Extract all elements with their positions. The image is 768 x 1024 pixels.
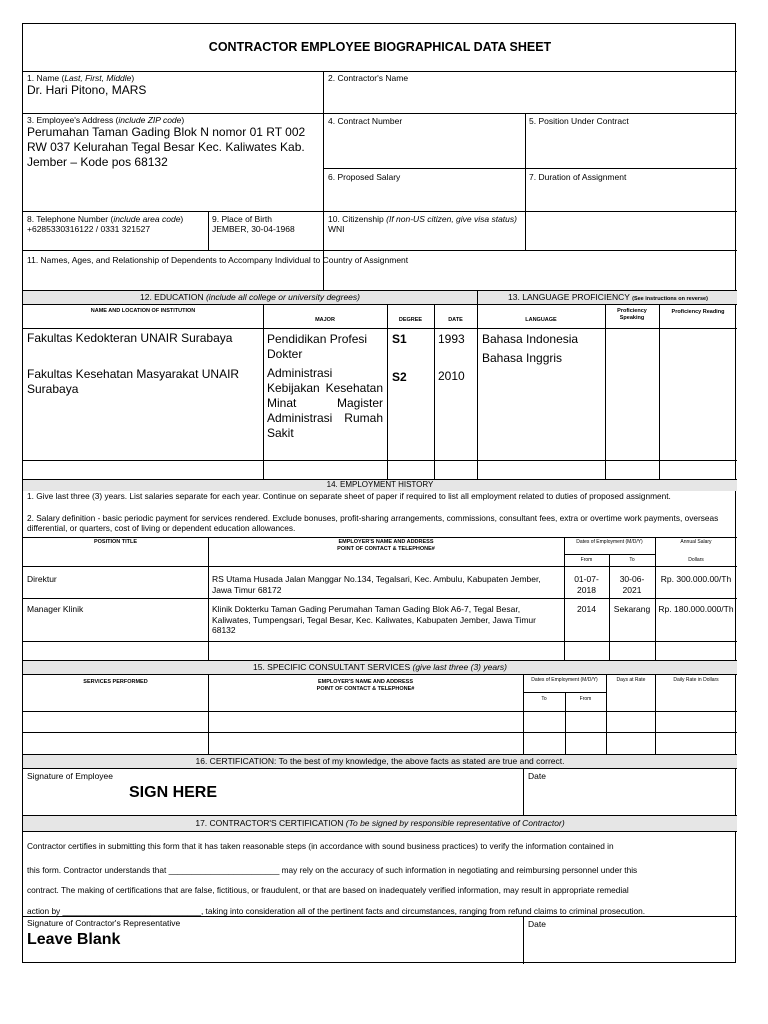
language-row-2: Bahasa Inggris xyxy=(482,351,563,365)
employment-title: 14. EMPLOYMENT HISTORY xyxy=(326,480,434,489)
contract-number-label: 4. Contract Number xyxy=(328,116,403,126)
services-col-from: From xyxy=(579,696,592,702)
language-title: 13. LANGUAGE PROFICIENCY (See instructions on reverse) xyxy=(508,292,708,302)
biographical-data-form xyxy=(22,23,736,963)
education-col-major: MAJOR xyxy=(315,317,335,323)
employee-date-label: Date xyxy=(528,771,546,781)
language-col-reading: Proficiency Reading xyxy=(671,309,725,315)
contractor-cert-line-3: contract. The making of certifications that are false, fictitious, or fraudulent, or that are based on inadequately verified information, may result in appropriate remedial xyxy=(27,885,629,895)
phone-value[interactable]: +6285330316122 / 0331 321527 xyxy=(27,224,151,234)
employment-col-salary: Annual Salary xyxy=(680,539,712,545)
employment-col-dates: Dates of Employment (M/D/Y) xyxy=(576,539,643,545)
dependents-label: 11. Names, Ages, and Relationship of Dependents to Accompany Individual to Country of Assignment xyxy=(27,255,409,265)
contractor-name-label: 2. Contractor's Name xyxy=(328,73,409,83)
language-col-speaking: Proficiency Speaking xyxy=(617,308,647,321)
employment-row-2-to: Sekarang xyxy=(613,604,651,614)
address-value[interactable]: Perumahan Taman Gading Blok N nomor 01 RT 002 RW 037 Kelurahan Tegal Besar Kec. Kaliwates Kab. Jember – Kode pos 68132 xyxy=(27,125,306,169)
education-row-1-institution: Fakultas Kedokteran UNAIR Surabaya xyxy=(27,331,233,345)
services-col-to: To xyxy=(541,696,547,702)
citizenship-value[interactable]: WNI xyxy=(328,224,345,234)
services-col-dates: Dates of Employment (M/D/Y) xyxy=(531,677,598,683)
education-col-degree: DEGREE xyxy=(398,317,423,323)
birth-value[interactable]: JEMBER, 30-04-1968 xyxy=(212,224,295,234)
employee-signature-field[interactable]: SIGN HERE xyxy=(129,784,218,801)
language-row-1: Bahasa Indonesia xyxy=(482,332,579,346)
employment-col-position: POSITION TITLE xyxy=(93,539,138,545)
contractor-cert-title: 17. CONTRACTOR'S CERTIFICATION (To be signed by responsible representative of Contractor) xyxy=(195,818,565,828)
address-label: 3. Employee's Address (include ZIP code) xyxy=(27,115,185,125)
education-row-1-major: Pendidikan Profesi Dokter xyxy=(267,332,368,361)
services-col-employer-2: POINT OF CONTACT & TELEPHONE# xyxy=(316,686,415,692)
phone-label: 8. Telephone Number (include area code) xyxy=(27,214,184,224)
education-row-2-institution: Fakultas Kesehatan Masyarakat UNAIR Surabaya xyxy=(27,367,240,396)
education-row-1-degree: S1 xyxy=(392,332,407,346)
citizenship-label: 10. Citizenship (If non-US citizen, give visa status) xyxy=(328,214,517,224)
services-title: 15. SPECIFIC CONSULTANT SERVICES (give last three (3) years) xyxy=(253,662,507,672)
name-value[interactable]: Dr. Hari Pitono, MARS xyxy=(27,83,147,97)
services-col-performed: SERVICES PERFORMED xyxy=(83,679,148,685)
education-row-1-date: 1993 xyxy=(438,332,465,346)
employment-col-to: To xyxy=(629,557,635,563)
contractor-cert-line-2: this form. Contractor understands that ________________________ may rely on the accuracy of such information in negotiating and reimbursing personnel under this xyxy=(27,865,638,875)
contractor-cert-line-4: action by ______________________________, taking into consideration all of the pertinent facts and circumstances, ranging from refund claims to criminal prosecution. xyxy=(27,906,646,916)
employment-row-2-from: 2014 xyxy=(577,604,596,614)
education-title: 12. EDUCATION (include all college or university degrees) xyxy=(140,292,360,302)
education-col-institution: NAME AND LOCATION OF INSTITUTION xyxy=(90,308,196,314)
education-row-2-major: Administrasi Kebijakan Kesehatan Minat Magister Administrasi Rumah Sakit xyxy=(267,366,383,440)
employment-col-dollars: Dollars xyxy=(688,557,704,563)
services-col-rate: Daily Rate in Dollars xyxy=(673,677,719,683)
employee-signature-label: Signature of Employee xyxy=(27,771,113,781)
birth-label: 9. Place of Birth xyxy=(212,214,273,224)
employment-row-2-position: Manager Klinik xyxy=(27,604,84,614)
employment-row-1-position: Direktur xyxy=(27,574,57,584)
education-row-2-degree: S2 xyxy=(392,370,407,384)
salary-label: 6. Proposed Salary xyxy=(328,172,401,182)
employment-row-2-salary: Rp. 180.000.000/Th xyxy=(658,604,734,614)
contractor-date-label: Date xyxy=(528,919,546,929)
education-row-2-date: 2010 xyxy=(438,369,465,383)
certification-title: 16. CERTIFICATION: To the best of my knowledge, the above facts as stated are true and correct. xyxy=(195,756,565,766)
services-col-days: Days at Rate xyxy=(616,677,646,683)
employment-col-from: From xyxy=(580,557,593,563)
position-label: 5. Position Under Contract xyxy=(529,116,629,126)
duration-label: 7. Duration of Assignment xyxy=(529,172,627,182)
employment-row-2-employer: Klinik Dokterku Taman Gading Perumahan Taman Gading Blok A6-7, Tegal Besar, Kaliwates, Tumpengsari, Tegal Besar, Kec. Kaliwates, Kabupaten Jember, Jawa Timur 68132 xyxy=(212,604,536,635)
employment-col-employer-2: POINT OF CONTACT & TELEPHONE# xyxy=(337,546,435,552)
employment-note-2: 2. Salary definition - basic periodic payment for services rendered. Exclude bonuses, profit-sharing arrangements, commissions, consultant fees, extra or overtime work payments, overseas differential, or quarters, cost of living or dependent education allowances. xyxy=(27,513,719,533)
employment-col-employer-1: EMPLOYER'S NAME AND ADDRESS xyxy=(338,539,434,545)
employment-row-1-from: 01-07-2018 xyxy=(574,574,599,595)
employment-row-1-employer: RS Utama Husada Jalan Manggar No.134, Tegalsari, Kec. Ambulu, Kabupaten Jember, Jawa Timur 68172 xyxy=(212,574,541,595)
services-col-employer-1: EMPLOYER'S NAME AND ADDRESS xyxy=(317,679,414,685)
contractor-cert-line-1: Contractor certifies in submitting this form that it has taken reasonable steps (in accordance with sound business practices) to verify the information contained in xyxy=(27,841,614,851)
name-label: 1. Name (Last, First, Middle) xyxy=(27,73,135,83)
employment-note-1: 1. Give last three (3) years. List salaries separate for each year. Continue on separate sheet of paper if required to list all employment related to duties of proposed assignment. xyxy=(27,491,671,501)
employment-row-1-salary: Rp. 300.000.00/Th xyxy=(660,574,732,584)
contractor-signature-field[interactable]: Leave Blank xyxy=(27,931,121,948)
contractor-signature-label: Signature of Contractor's Representative xyxy=(27,918,181,928)
form-title: CONTRACTOR EMPLOYEE BIOGRAPHICAL DATA SHEET xyxy=(208,40,552,54)
employment-row-1-to: 30-06-2021 xyxy=(619,574,645,595)
education-col-date: DATE xyxy=(448,317,463,323)
language-col-language: LANGUAGE xyxy=(525,317,557,323)
